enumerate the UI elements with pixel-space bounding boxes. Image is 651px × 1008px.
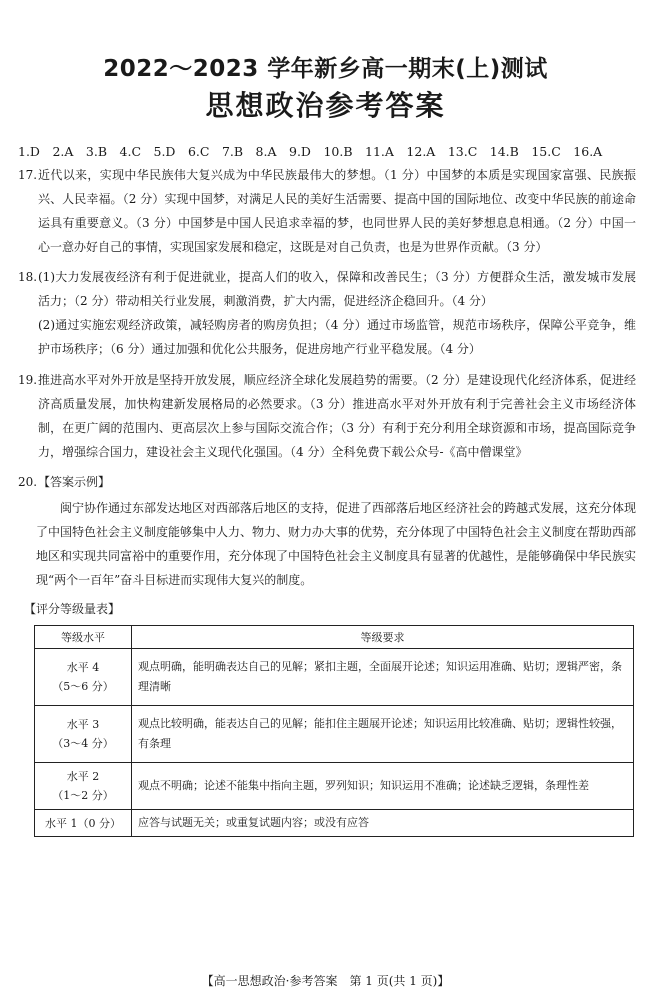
essay-sample: 闽宁协作通过东部发达地区对西部落后地区的支持，促进了西部落后地区经济社会的跨越式发展，这充分体现了中国特色社会主义制度能够集中人力、物力、财力办大事的优势，充分体现了中国特色社会主义制度在帮助西部地区和实现共同富裕中的重要作用，充分体现了中国特色社会主义制度具有显著的优越性，是能够确保中华民族实现“两个一百年”奋斗目标进而实现伟大复兴的制度。 — [36, 501, 637, 587]
question-number: 20. — [18, 475, 38, 489]
page-footer: 【高一思想政治·参考答案 第 1 页(共 1 页)】 — [201, 974, 450, 988]
question-17 — [18, 163, 636, 259]
answer-part-1: (1)大力发展夜经济有利于促进就业，提高人们的收入，保障和改善民生；（3 分）方便群众生活，激发城市发展活力；（2 分）带动相关行业发展，刺激消费，扩大内需，促进经济企稳回升。（4 分） — [38, 270, 636, 308]
grade-table-label: 【评分等级量表】 — [24, 602, 121, 616]
level-name: 水平 4 — [66, 661, 100, 674]
exam-title: 2022～2023 学年新乡高一期末(上)测试 — [103, 56, 548, 82]
level-score: （1～2 分） — [52, 789, 114, 802]
question-number: 19. — [18, 373, 38, 387]
table-row — [35, 810, 634, 837]
question-20 — [18, 470, 218, 494]
answer-text: 推进高水平对外开放是坚持开放发展，顺应经济全球化发展趋势的需要。（2 分）是建设现代化经济体系，促进经济高质量发展，加快构建新发展格局的必然要求。（3 分）推进高水平对外开放有利于完善社会主义市场经济体制，在更广阔的范围内、更高层次上参与国际交流合作；（3 分）有利于充分利用全球资源和市场，提高国际竞争力，增强综合国力，建设社会主义现代化强国。（4 分）全科免费下载公众号-《高中僧课堂》 — [38, 373, 636, 459]
table-row — [35, 763, 634, 810]
header-requirement: 等级要求 — [132, 626, 634, 649]
level-name: 水平 3 — [66, 718, 100, 731]
level-score: （5～6 分） — [52, 680, 114, 693]
level-requirement: 观点明确，能明确表达自己的见解；紧扣主题，全面展开论述；知识运用准确、贴切；逻辑严密，条理清晰 — [132, 649, 634, 706]
answer-part-2: (2)通过实施宏观经济政策，减轻购房者的购房负担；（4 分）通过市场监管，规范市场秩序，保障公平竞争，维护市场秩序；（6 分）通过加强和优化公共服务，促进房地产行业平稳发展。（4 分） — [38, 318, 636, 356]
sample-label: 【答案示例】 — [38, 475, 111, 489]
multiple-choice-answers: 1.D 2.A 3.B 4.C 5.D 6.C 7.B 8.A 9.D 10.B 11.A 12.A 13.C 14.B 15.C 16.A — [18, 144, 603, 159]
table-row — [35, 706, 634, 763]
table-row — [35, 649, 634, 706]
question-number: 18. — [18, 270, 38, 284]
question-18 — [18, 265, 636, 361]
level-name: 水平 1（0 分） — [45, 816, 121, 830]
level-requirement: 观点不明确；论述不能集中指向主题，罗列知识；知识运用不准确；论述缺乏逻辑，条理性差 — [132, 763, 634, 810]
question-number: 17. — [18, 168, 38, 182]
level-score: （3～4 分） — [52, 737, 114, 750]
grading-table — [34, 625, 634, 837]
answer-text: 近代以来，实现中华民族伟大复兴成为中华民族最伟大的梦想。（1 分）中国梦的本质是实现国家富强、民族振兴、人民幸福。（2 分）实现中国梦，对满足人民的美好生活需要、提高中国的国际地位、改变中华民族的前途命运具有重要意义。（3 分）中国梦是中国人民追求幸福的梦，也同世界人民的美好梦想息息相通。（2 分）中国一心一意办好自己的事情，实现国家发展和稳定，这既是对自己负责，也是为世界作贡献。（3 分） — [38, 168, 636, 254]
table-header-row — [35, 626, 634, 649]
header-level: 等级水平 — [35, 626, 132, 649]
level-requirement: 观点比较明确，能表达自己的见解；能扣住主题展开论述；知识运用比较准确、贴切；逻辑性较强，有条理 — [132, 706, 634, 763]
level-name: 水平 2 — [66, 770, 100, 783]
document-subtitle: 思想政治参考答案 — [205, 89, 446, 122]
level-requirement: 应答与试题无关；或重复试题内容；或没有应答 — [132, 810, 634, 837]
question-19 — [18, 368, 636, 464]
